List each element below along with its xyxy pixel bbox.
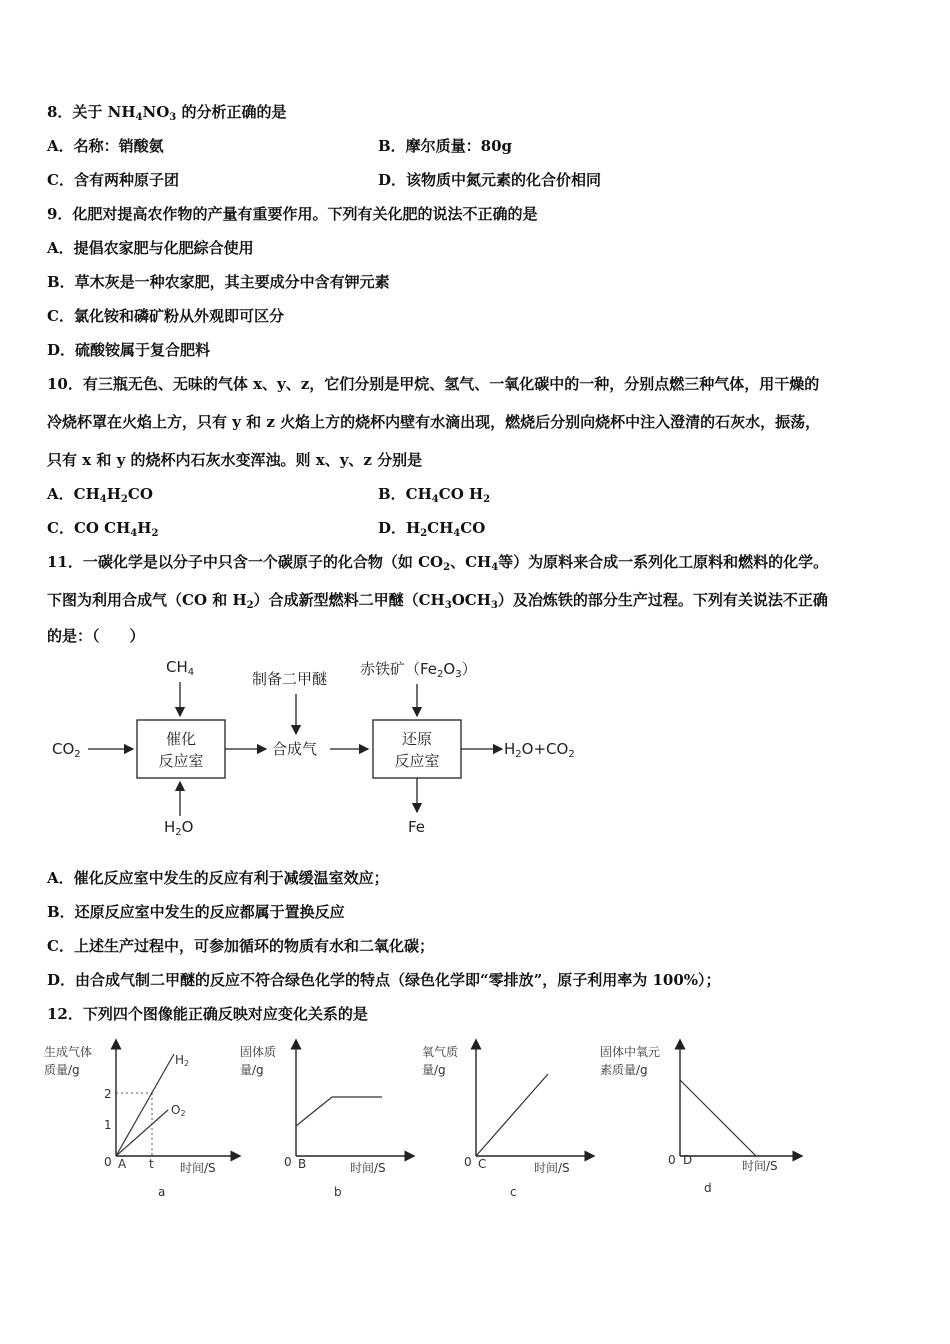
- chart-d-xlabel: 时间/S: [742, 1159, 778, 1173]
- chart-c-ylabel2: 量/g: [422, 1063, 446, 1077]
- chart-b-xlabel: 时间/S: [350, 1161, 386, 1175]
- chart-a-caption: a: [158, 1185, 166, 1199]
- chart-b-line: [296, 1097, 382, 1126]
- ch4-label: $CH_4$: [166, 658, 195, 678]
- q9-stem: 9．化肥对提高农作物的产量有重要作用。下列有关化肥的说法不正确的是: [47, 205, 538, 223]
- box1-line1: 催化: [165, 730, 197, 748]
- chart-a-point: A: [118, 1157, 127, 1171]
- q12-stem: 12．下列四个图像能正确反映对应变化关系的是: [47, 1005, 368, 1023]
- chart-d-origin: 0: [668, 1153, 676, 1167]
- co2-label: $CO_2$: [52, 740, 81, 760]
- chart-d-line: [680, 1080, 756, 1156]
- chart-d-ylabel2: 素质量/g: [600, 1063, 648, 1077]
- q8-option-d: D．该物质中氮元素的化合价相同: [378, 171, 602, 189]
- q8-option-a: A．名称：销酸氨: [47, 137, 164, 155]
- chart-a-ylabel2: 质量/g: [44, 1063, 80, 1077]
- q9-option-d: D．硫酸铵属于复合肥料: [47, 341, 211, 359]
- q11-stem-line1: 11．一碳化学是以分子中只含一个碳原子的化合物（如 $CO_2$、$CH_4$等）为原料来合成一系列化工原料和燃料的化学。: [47, 553, 829, 573]
- q9-option-a: A．提倡农家肥与化肥綜合使用: [47, 239, 254, 257]
- q11-option-b: B．还原反应室中发生的反应都属于置换反应: [47, 903, 345, 921]
- q11-option-a: A．催化反应室中发生的反应有利于减缓温室效应；: [47, 869, 389, 887]
- q11-option-d: D．由合成气制二甲醚的反应不符合绿色化学的特点（绿色化学即“零排放”，原子利用率为 100%）；: [47, 971, 721, 989]
- h2o-label: $H_2O$: [164, 818, 194, 838]
- chart-b-ylabel1: 固体质: [240, 1045, 277, 1059]
- chart-a-tick-t: t: [149, 1157, 154, 1171]
- chart-a-h2-label: H2: [175, 1053, 190, 1068]
- q12-charts: [40, 1036, 820, 1206]
- chart-a-line-o2: [116, 1110, 168, 1156]
- q10-option-c: C．CO $CH_4H_2$: [47, 519, 159, 539]
- q9-option-c: C．氯化铵和磷矿粉从外观即可区分: [47, 307, 284, 325]
- chart-c: [422, 1044, 590, 1199]
- q11-stem-line3: 的是：（ ）: [47, 627, 145, 645]
- chart-b-point: B: [298, 1157, 307, 1171]
- q10-option-d: D．$H_2CH_4CO$: [378, 519, 486, 539]
- chart-b-caption: b: [334, 1185, 342, 1199]
- prep-dme-label: 制备二甲醚: [252, 670, 328, 688]
- chart-b-ylabel2: 量/g: [240, 1063, 264, 1077]
- chart-d-caption: d: [704, 1181, 712, 1195]
- output-label: $H_2O+CO_2$: [504, 740, 575, 760]
- q10-stem-line1: 10．有三瓶无色、无味的气体 x、y、z，它们分别是甲烷、氢气、一氧化碳中的一种，分别点燃三种气体，用干燥的: [47, 375, 820, 393]
- q9-option-b: B．草木灰是一种农家肥，其主要成分中含有钾元素: [47, 273, 390, 291]
- chart-a-xlabel: 时间/S: [180, 1161, 216, 1175]
- chart-c-xlabel: 时间/S: [534, 1161, 570, 1175]
- process-diagram: [40, 650, 600, 845]
- q10-option-b: B．$CH_4CO$ $H_2$: [378, 485, 491, 505]
- chart-b: [240, 1044, 410, 1199]
- box1-line2: 反应室: [158, 752, 204, 770]
- chart-d: [600, 1044, 798, 1195]
- q10-stem-line2: 冷烧杯罩在火焰上方，只有 y 和 z 火焰上方的烧杯内壁有水滴出现，燃烧后分别向烧杯中注入澄清的石灰水，振荡，: [47, 413, 821, 431]
- q10-stem-line3: 只有 x 和 y 的烧杯内石灰水变浑浊。则 x、y、z 分别是: [47, 451, 423, 469]
- chart-c-point: C: [478, 1157, 487, 1171]
- chart-a-origin: 0: [104, 1155, 112, 1169]
- chart-d-point: D: [683, 1153, 693, 1167]
- fe-label: Fe: [408, 818, 426, 836]
- chart-c-line: [476, 1074, 548, 1156]
- chart-a-ylabel1: 生成气体: [44, 1045, 93, 1059]
- chart-a-o2-label: O2: [171, 1103, 186, 1118]
- syngas-label: 合成气: [272, 740, 318, 758]
- q10-option-a: A．$CH_4H_2CO$: [47, 485, 153, 505]
- q11-stem-line2: 下图为利用合成气（CO 和 $H_2$）合成新型燃料二甲醚$(CH_3OCH_3)$及冶炼铁的部分生产过程。下列有关说法不正确: [47, 591, 828, 611]
- chart-d-ylabel1: 固体中氧元: [600, 1045, 661, 1059]
- chart-a-tick-1: 1: [104, 1118, 112, 1132]
- box2-line2: 反应室: [394, 752, 440, 770]
- q11-option-c: C．上述生产过程中，可参加循环的物质有水和二氧化碳；: [47, 937, 434, 955]
- box2-line1: 还原: [401, 730, 433, 748]
- q8-option-c: C．含有两种原子团: [47, 171, 179, 189]
- q8-stem: 8．关于 $NH_4NO_3$ 的分析正确的是: [47, 103, 287, 123]
- chart-a: [44, 1044, 236, 1199]
- q8-option-b: B．摩尔质量：80g: [378, 137, 513, 155]
- chart-c-ylabel1: 氧气质: [422, 1045, 459, 1059]
- chart-a-tick-2: 2: [104, 1087, 112, 1101]
- chart-c-caption: c: [510, 1185, 517, 1199]
- ore-label: 赤铁矿$(Fe_2O_3)$: [360, 660, 477, 680]
- chart-b-origin: 0: [284, 1155, 292, 1169]
- chart-a-line-h2: [116, 1054, 174, 1156]
- chart-c-origin: 0: [464, 1155, 472, 1169]
